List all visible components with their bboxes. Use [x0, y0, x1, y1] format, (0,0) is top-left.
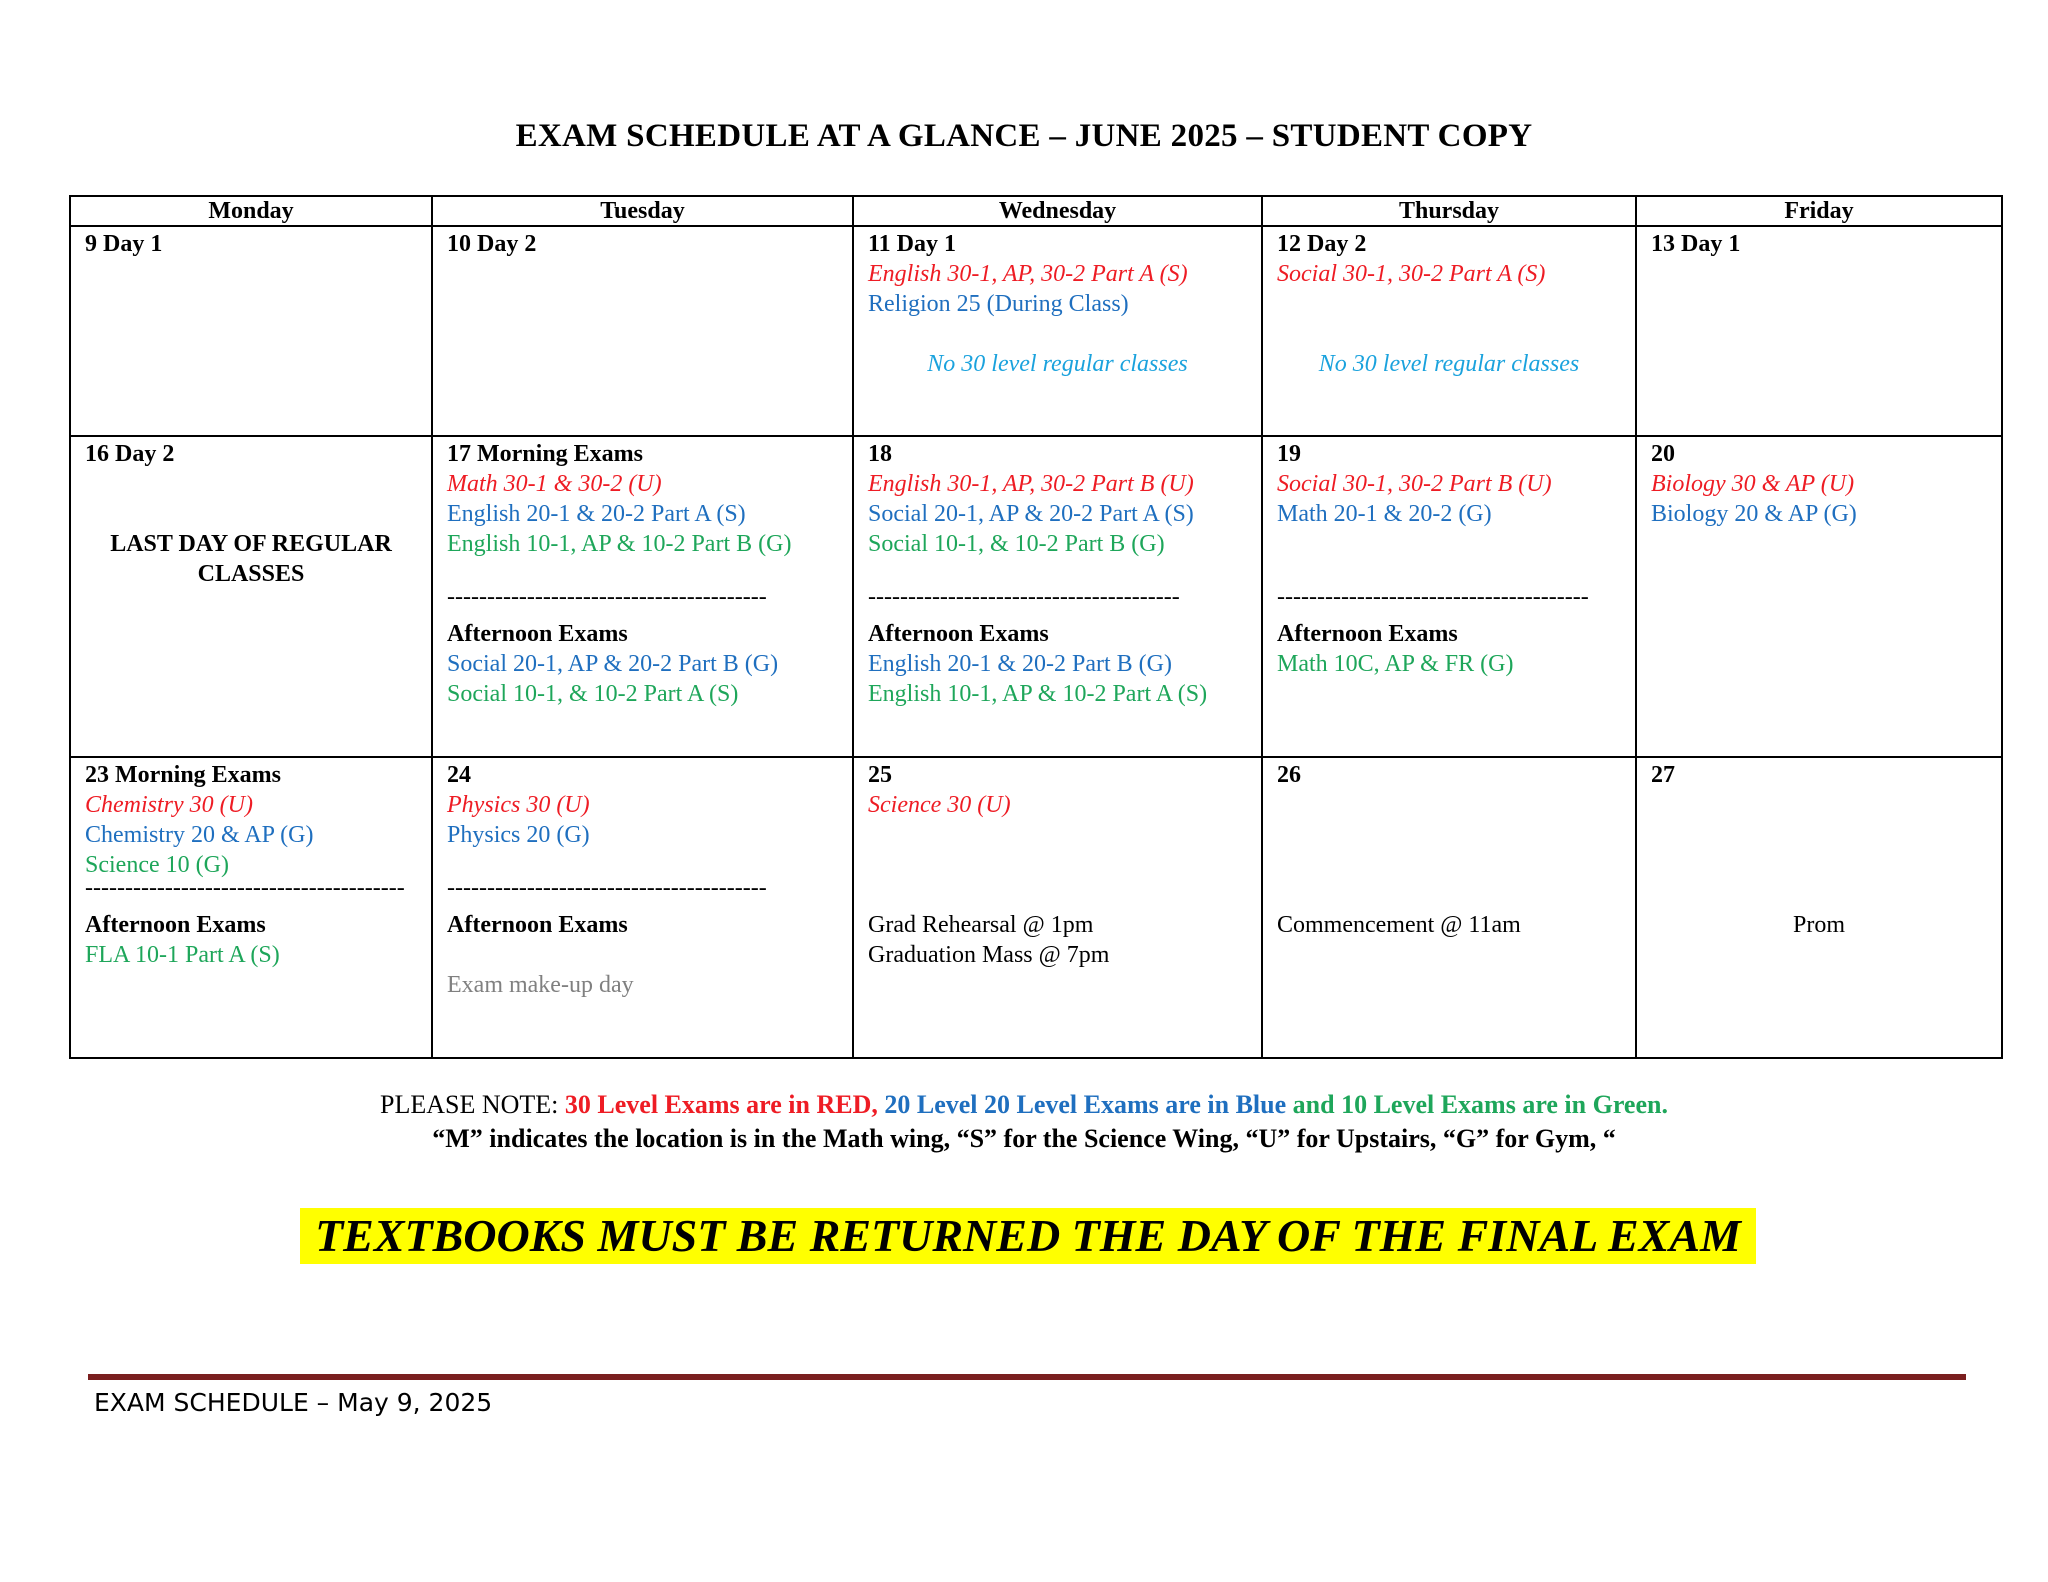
day-cell-june-27 [1636, 757, 2002, 1058]
day-heading: 11 Day 1 [868, 231, 957, 257]
day-heading: 27 [1651, 762, 1675, 788]
day-cell-june-19 [1262, 436, 1636, 757]
day-cell-june-24 [432, 757, 853, 1058]
exam-20-level: English 20-1 & 20-2 Part A (S) [447, 501, 746, 527]
afternoon-heading: Afternoon Exams [85, 912, 266, 938]
event-prom: Prom [1792, 912, 1845, 938]
day-cell-june-12 [1262, 226, 1636, 436]
exam-30-level: English 30-1, AP, 30-2 Part B (U) [868, 471, 1194, 497]
event-grad-rehearsal: Grad Rehearsal @ 1pm [868, 912, 1094, 938]
day-heading: 26 [1277, 762, 1301, 788]
exam-20-level: Religion 25 (During Class) [868, 291, 1129, 317]
exam-20-level: Social 20-1, AP & 20-2 Part A (S) [868, 501, 1194, 527]
exam-10-level: English 10-1, AP & 10-2 Part B (G) [447, 531, 792, 557]
header-monday: Monday [70, 196, 432, 226]
color-legend-note [0, 1090, 2048, 1120]
day-cell-june-18 [853, 436, 1262, 757]
legend-blue: 20 Level 20 Level Exams are in Blue [884, 1090, 1287, 1119]
day-heading: 17 Morning Exams [447, 441, 644, 467]
last-day-note: LAST DAY OF REGULAR [110, 531, 392, 557]
weekday-header-row [70, 196, 2002, 226]
footer-divider [88, 1374, 1966, 1380]
legend-lead: PLEASE NOTE: [380, 1090, 559, 1119]
header-tuesday: Tuesday [432, 196, 853, 226]
day-heading: 13 Day 1 [1651, 231, 1741, 257]
day-heading: 12 Day 2 [1277, 231, 1367, 257]
legend-green: 10 Level Exams are in Green. [1341, 1090, 1668, 1119]
header-wednesday: Wednesday [853, 196, 1262, 226]
exam-10-level: FLA 10-1 Part A (S) [85, 942, 280, 968]
exam-30-level: Science 30 (U) [868, 792, 1011, 818]
spacer [447, 559, 838, 589]
exam-10-level: Math 10C, AP & FR (G) [1277, 651, 1514, 677]
event-commencement: Commencement @ 11am [1277, 912, 1521, 938]
legend-red: 30 Level Exams are in RED, [564, 1090, 878, 1119]
day-cell-june-26 [1262, 757, 1636, 1058]
day-heading: 16 Day 2 [85, 441, 175, 467]
header-friday: Friday [1636, 196, 2002, 226]
divider: ---------------------------------------- [447, 589, 767, 610]
textbook-return-banner: TEXTBOOKS MUST BE RETURNED THE DAY OF THE FINAL EXAM [300, 1208, 1756, 1264]
spacer [85, 469, 417, 499]
week-row-3 [70, 757, 2002, 1058]
day-cell-june-11 [853, 226, 1262, 436]
divider: ---------------------------------------- [447, 880, 767, 901]
exam-30-level: Biology 30 & AP (U) [1651, 471, 1855, 497]
day-cell-june-16 [70, 436, 432, 757]
divider: --------------------------------------- [1277, 589, 1589, 610]
spacer [868, 559, 1247, 589]
last-day-note-line-2: CLASSES [197, 561, 305, 587]
exam-30-level: Chemistry 30 (U) [85, 792, 253, 818]
footer-text: EXAM SCHEDULE – May 9, 2025 [94, 1388, 493, 1417]
legend-and: and [1292, 1090, 1335, 1119]
exam-10-level: English 10-1, AP & 10-2 Part A (S) [868, 681, 1208, 707]
makeup-day-note: Exam make-up day [447, 972, 634, 998]
exam-30-level: Math 30-1 & 30-2 (U) [447, 471, 662, 497]
exam-20-level: Social 20-1, AP & 20-2 Part B (G) [447, 651, 779, 677]
day-cell-june-25 [853, 757, 1262, 1058]
spacer [1277, 529, 1621, 559]
exam-20-level: Biology 20 & AP (G) [1651, 501, 1857, 527]
page-title: EXAM SCHEDULE AT A GLANCE – JUNE 2025 – STUDENT COPY [515, 118, 1533, 154]
exam-10-level: Social 10-1, & 10-2 Part B (G) [868, 531, 1165, 557]
spacer [1277, 289, 1621, 319]
exam-20-level: Math 20-1 & 20-2 (G) [1277, 501, 1492, 527]
day-cell-june-10 [432, 226, 853, 436]
exam-30-level: Social 30-1, 30-2 Part B (U) [1277, 471, 1552, 497]
exam-30-level: English 30-1, AP, 30-2 Part A (S) [868, 261, 1188, 287]
exam-calendar [69, 195, 2003, 1059]
day-cell-june-17 [432, 436, 853, 757]
spacer [1277, 559, 1621, 589]
day-cell-june-9 [70, 226, 432, 436]
exam-20-level: Chemistry 20 & AP (G) [85, 822, 314, 848]
exam-20-level: Physics 20 (G) [447, 822, 590, 848]
divider: ---------------------------------------- [85, 880, 405, 901]
day-heading: 19 [1277, 441, 1301, 467]
location-legend-note: “M” indicates the location is in the Math wing, “S” for the Science Wing, “U” for Upstairs, “G” for Gym, “ [432, 1124, 1616, 1153]
day-heading: 18 [868, 441, 892, 467]
divider: --------------------------------------- [868, 589, 1180, 610]
exam-10-level: Social 10-1, & 10-2 Part A (S) [447, 681, 739, 707]
day-heading: 23 Morning Exams [85, 762, 282, 788]
day-note: No 30 level regular classes [1318, 351, 1580, 377]
exam-30-level: Social 30-1, 30-2 Part A (S) [1277, 261, 1546, 287]
afternoon-heading: Afternoon Exams [868, 621, 1049, 647]
day-note: No 30 level regular classes [927, 351, 1188, 377]
exam-10-level: Science 10 (G) [85, 852, 229, 878]
event-graduation-mass: Graduation Mass @ 7pm [868, 942, 1110, 968]
week-row-2 [70, 436, 2002, 757]
spacer [868, 319, 1247, 349]
day-cell-june-23 [70, 757, 432, 1058]
afternoon-heading: Afternoon Exams [1277, 621, 1458, 647]
day-heading: 10 Day 2 [447, 231, 537, 257]
spacer [1277, 319, 1621, 349]
afternoon-heading: Afternoon Exams [447, 621, 628, 647]
day-cell-june-20 [1636, 436, 2002, 757]
day-heading: 20 [1651, 441, 1675, 467]
exam-20-level: English 20-1 & 20-2 Part B (G) [868, 651, 1172, 677]
day-heading: 24 [447, 762, 471, 788]
day-cell-june-13 [1636, 226, 2002, 436]
afternoon-heading: Afternoon Exams [447, 912, 628, 938]
week-row-1 [70, 226, 2002, 436]
day-heading: 9 Day 1 [85, 231, 163, 257]
exam-30-level: Physics 30 (U) [447, 792, 590, 818]
header-thursday: Thursday [1262, 196, 1636, 226]
day-heading: 25 [868, 762, 892, 788]
